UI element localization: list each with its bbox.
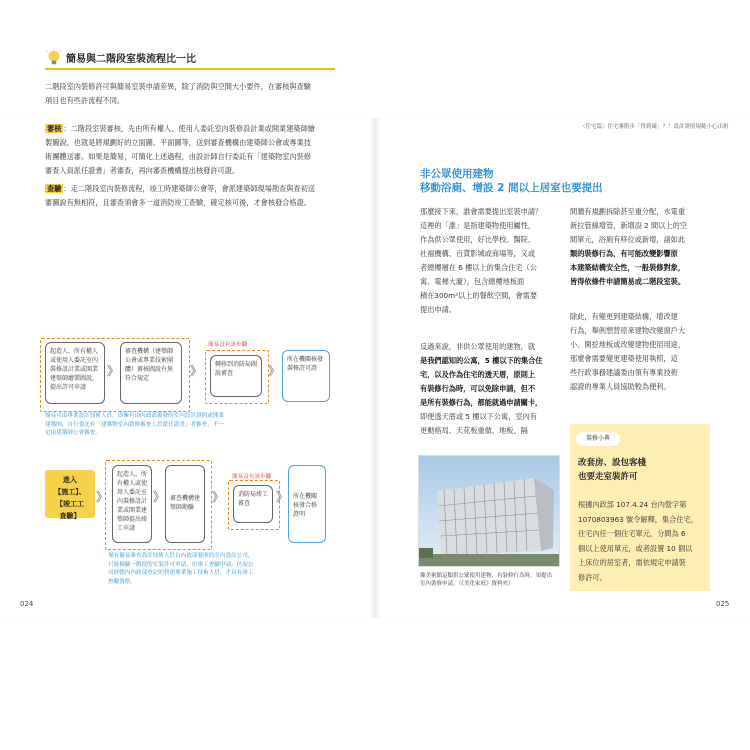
arrow-icon: 》 [96, 490, 109, 504]
flow2-outline [100, 455, 212, 553]
arrow-icon: 》 [107, 364, 120, 378]
column1-paragraph2: 反過來說，非供公眾使用的建物，就 是我們認知的公寓，5 樓以下的集合住 宅，以及作為住宅的透天厝，原則上 有裝修行為時，可以免除申請，但不 是所有裝修行為，都能就過申請關卡， 即便透天厝或 5 樓以下公寓，室內有 更動格局、天花板重做、地板、隔 [420, 342, 543, 435]
arrow-icon: 》 [268, 364, 281, 378]
flow2-note: 僅有簡易審查設計技術人員自內政部發照的室內設計公司，只能檢驗一階段的室裝許可申請，但竣工查驗申請，仍須公司經轄內內政部登記的營建專業施工技術人員，才具有竣工查驗資格。 [108, 553, 254, 585]
inspect-paragraph: 查驗 ：走二階段室內裝修流程，竣工時建築師公會等，會派建築師現場勘查與查初送 審圖說有無相符，且審查須會多一道消防竣工查驗，確定核可後，才會核發合格證。 [45, 184, 315, 207]
arrow-icon: 》 [212, 490, 225, 504]
flow2-skip-label: 簡易沒有該步驟 [232, 474, 272, 480]
page-number-right: 025 [716, 600, 730, 608]
flow2-step3: 消防局竣工審查 [233, 485, 273, 523]
flow2-step1: 起造人、所有權人或使用人委託室內裝修設計業或開業建築師提出竣工申請 [112, 465, 152, 543]
column2-paragraph1: 間牆有規劃拆除甚至重分配，水電重 新拉管線增管，新增設 2 間以上的空 間單元，浴廁有移位或新增，諸如此 類的裝修行為，有可能改變影響原 本建築結構安全性，一般裝修對象， 皆得依條件申請簡易或二階段室裝。 [570, 207, 687, 286]
column2-paragraph2: 除此，有變更到建築結構，增改建 行為，舉例想替原來建物改變窗戶大 小、開挖地板或改變建物使用用途， 那麼會需要變更建築使用執照，這 些行政事務建議委由領有專業技術 認證的專業人員協助較為便利。 [570, 312, 686, 391]
flow1-note: 簡易可由專業設計技術人員，即擁有由內政部頒發的室內設計證照或開業建築師，自行委託有「建築物室內裝修審查人員派任證書」者審查，不一定由建築師公會審查。 [45, 413, 225, 436]
audit-paragraph: 審核 ：二階段室裝審核，先由所有權人、使用人委託室內裝修設計業或開業建築師繪 製圖說，也就是將規劃好的立面圖、平面圖等，送到審查機構由建築師公會或專業技 術團體送審。如果是簡易，可簡化上述過程，由設計師自行委託有「建築物室內裝修 審查人員派任證書」者審查，再向審查機構提出核發許可證。 [45, 124, 315, 175]
building-photo [418, 455, 560, 567]
sidebar-body: 根據內政部 107.4.24 台內營字第 1070803963 號令解釋，集合住宅， 住宅內任一個住宅單元，分間為 6 個以上使用單元，或者設置 10 個以 上床位的居室者，需依規定申請裝 修許可。 [578, 500, 698, 582]
audit-tag: 審核 [47, 124, 62, 133]
right-section-title: 非公眾使用建物 移動浴廁、增設 2 間以上居室也要提出 [420, 168, 603, 194]
construction-start-box: 進入 【施工】、 【竣工工 查驗】 [45, 470, 95, 518]
section-title: 簡易與二階段室裝流程比一比 [66, 54, 196, 65]
flow1-step3: 轉移到消防局圖說審查 [210, 355, 262, 397]
intro-paragraph: 二階段室內裝修許可與簡易室裝申請差異，除了消防與空間大小要件，在審核與查驗 項目也有些許流程不同。 [45, 82, 311, 105]
flow2-step4: 所在機關核發合格證明 [288, 465, 326, 543]
sidebar-title: 改套房、設包客棧 也要走室裝許可 [578, 458, 647, 482]
arrow-icon: 》 [190, 364, 203, 378]
inspect-tag: 查驗 [47, 184, 62, 193]
flow1-step4: 所在機關核發裝修許可證 [282, 350, 330, 402]
lightbulb-icon [45, 48, 63, 66]
flow1-step2: 審查機構（建築師公會或專業技術團體）審核圖說有無符合規定 [120, 342, 182, 404]
page-number-left: 024 [20, 600, 34, 608]
running-head: 〈住宅篇〉住宅審階步「得到確」？！設計證照規範小心出租 [580, 124, 729, 130]
title-underline [45, 68, 335, 70]
flow1-step1: 起造人、所有權人或使用人委託室內裝修設計業或開業建築師繪製圖說，提出許可申請 [45, 342, 105, 404]
arrow-icon: 》 [153, 490, 166, 504]
arrow-icon: 》 [276, 490, 289, 504]
photo-caption: 像美術館這類供公眾使用建物，有裝修行為時，須提出室內裝修申請。（《美化家庭》資料夾） [420, 573, 553, 587]
sidebar-tag: 裝修小典 [576, 432, 620, 446]
flow1-skip-label: 簡易沒有該步驟 [208, 342, 248, 348]
flow2-step2: 審查機構建築師勘驗 [165, 465, 205, 543]
column1-paragraph1: 那麼接下來，誰會需要提出室裝申請？ 這裡的「誰」是指建築物使用屬性， 作為供公眾使用，好比學校、醫院、 社福機構、百貨影城或商場等，又或 者總樓層在 6 樓以上的集合住宅（公 寓、電梯大廈），包含總樓地板面 積在300m²以上的餐飲空間，會需要 提出申請。 [420, 207, 543, 314]
